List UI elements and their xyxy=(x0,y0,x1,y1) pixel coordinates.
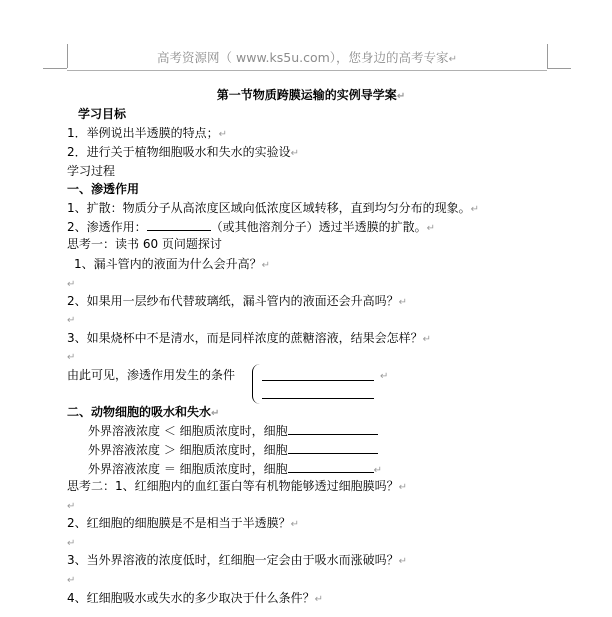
think-two: 思考二：1、红细胞内的血红蛋白等有机物能够透过细胞膜吗？↵ xyxy=(67,479,408,493)
comparison-row: 外界溶液浓度 ＜ 细胞质浓度时，细胞 xyxy=(88,422,378,439)
definition-osmosis: 2、渗透作用： （或其他溶剂分子）透过半透膜的扩散。↵ xyxy=(67,220,436,234)
comparison-row: 外界溶液浓度 ＞ 细胞质浓度时，细胞 xyxy=(88,441,378,458)
fill-blank xyxy=(288,422,378,435)
document-title: 第一节物质跨膜运输的实例导学案↵ xyxy=(216,88,406,102)
question: 1、漏斗管内的液面为什么会升高？↵ xyxy=(74,257,271,271)
goal-heading: 学习目标 xyxy=(78,107,127,121)
brace xyxy=(252,364,261,404)
crop-mark xyxy=(547,44,548,68)
fill-blank xyxy=(288,441,378,454)
crop-mark xyxy=(547,68,571,69)
header-text: 高考资源网（ www.ks5u.com），您身边的高考专家 xyxy=(157,50,449,65)
header-rule xyxy=(67,70,547,71)
empty-paragraph: ↵ xyxy=(67,501,76,512)
empty-paragraph: ↵ xyxy=(67,538,76,549)
crop-mark xyxy=(43,68,67,69)
question: 2、红细胞的细胞膜是不是相当于半透膜？↵ xyxy=(67,516,300,530)
fill-blank xyxy=(147,218,211,231)
page-header xyxy=(67,48,547,66)
goal-item: 1．举例说出半透膜的特点；↵ xyxy=(67,126,228,140)
osmosis-conditions: 由此可见，渗透作用发生的条件 xyxy=(67,368,236,382)
process-heading: 学习过程 xyxy=(67,164,116,178)
paragraph-mark: ↵ xyxy=(380,371,389,382)
question: 3、当外界溶液的浓度低时，红细胞一定会由于吸水而涨破吗？↵ xyxy=(67,553,408,567)
question: 4、红细胞吸水或失水的多少取决于什么条件？↵ xyxy=(67,591,324,605)
paragraph-mark: ↵ xyxy=(448,54,457,65)
fill-blank xyxy=(262,398,374,399)
fill-blank xyxy=(288,460,374,473)
goal-item: 2．进行关于植物细胞吸水和失水的实验设↵ xyxy=(67,145,300,159)
question: 3、如果烧杯中不是清水，而是同样浓度的蔗糖溶液，结果会怎样？↵ xyxy=(67,331,432,345)
empty-paragraph: ↵ xyxy=(67,279,76,290)
section-heading: 一、渗透作用 xyxy=(67,182,140,196)
fill-blank xyxy=(262,380,374,381)
empty-paragraph: ↵ xyxy=(67,352,76,363)
empty-paragraph: ↵ xyxy=(67,575,76,586)
think-one: 思考一：读书 60 页问题探讨 xyxy=(67,237,222,251)
question: 2、如果用一层纱布代替玻璃纸，漏斗管内的液面还会升高吗？↵ xyxy=(67,294,408,308)
empty-paragraph: ↵ xyxy=(67,315,76,326)
section-heading: 二、动物细胞的吸水和失水↵ xyxy=(67,405,220,419)
definition-diffusion: 1、扩散：物质分子从高浓度区域向低浓度区域转移，直到均匀分布的现象。↵ xyxy=(67,201,480,215)
comparison-row: 外界溶液浓度 ＝ 细胞质浓度时，细胞 ↵ xyxy=(88,462,383,476)
